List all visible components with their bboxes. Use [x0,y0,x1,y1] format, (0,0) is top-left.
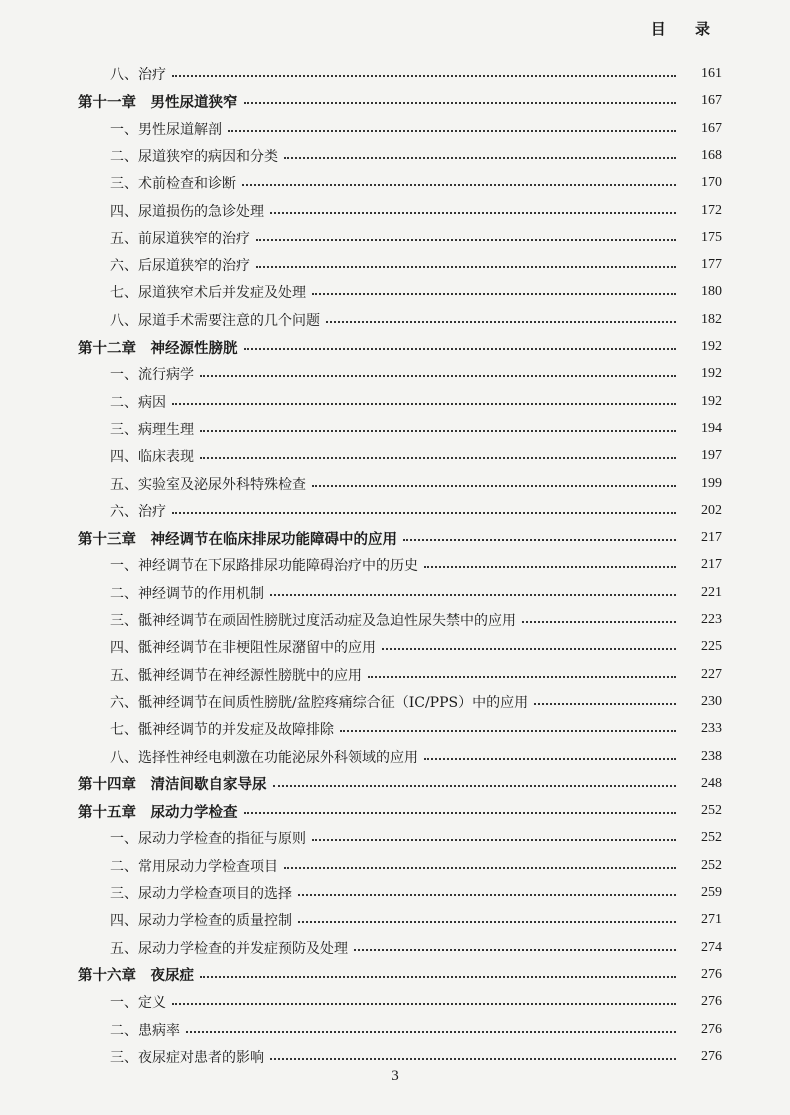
toc-section-entry[interactable] [0,745,790,769]
dot-leader [273,785,677,787]
toc-section-entry[interactable] [0,171,790,195]
toc-entry-page: 248 [701,775,722,791]
toc-chapter-entry[interactable] [0,89,790,113]
toc-section-entry[interactable] [0,144,790,168]
toc-entry-page: 233 [701,721,722,737]
toc-entry-title: 二、病因 [110,394,166,411]
dot-leader [270,594,676,596]
dot-leader [284,867,676,869]
toc-entry-page: 227 [701,666,722,682]
dot-leader [298,921,676,923]
toc-section-entry[interactable] [0,444,790,468]
toc-entry-title: 八、治疗 [110,67,166,83]
dot-leader [312,485,676,487]
toc-section-entry[interactable] [0,854,790,878]
toc-entry-title: 三、尿动力学检查项目的选择 [110,886,292,902]
toc-entry-title: 一、流行病学 [110,367,194,384]
toc-section-entry[interactable] [0,362,790,386]
toc-entry-page: 192 [701,339,722,354]
toc-entry-page: 252 [701,857,722,873]
toc-entry-title: 四、临床表现 [110,449,194,466]
dot-leader [172,512,676,514]
toc-entry-page: 252 [701,830,722,846]
dot-leader [244,348,677,350]
toc-entry-title: 第十一章 男性尿道狭窄 [78,94,238,111]
dot-leader [534,703,676,705]
toc-entry-title: 四、尿道损伤的急诊处理 [110,203,264,220]
dot-leader [522,621,676,623]
toc-entry-title: 四、骶神经调节在非梗阻性尿潴留中的应用 [110,640,376,657]
toc-chapter-entry[interactable] [0,335,790,359]
toc-section-entry[interactable] [0,663,790,687]
toc-entry-page: 259 [701,885,722,900]
dot-leader [298,894,676,896]
dot-leader [354,949,676,951]
dot-leader [172,403,676,405]
toc-section-entry[interactable] [0,635,790,659]
page-header-title: 目 录 [650,20,722,38]
toc-entry-page: 276 [701,1021,722,1037]
toc-entry-title: 七、尿道狭窄术后并发症及处理 [110,285,306,302]
toc-entry-page: 167 [701,93,722,109]
toc-section-entry[interactable] [0,908,790,932]
toc-entry-title: 第十二章 神经源性膀胱 [78,340,238,357]
toc-section-entry[interactable] [0,253,790,277]
toc-entry-page: 274 [701,939,722,955]
toc-entry-title: 三、病理生理 [110,421,194,438]
toc-section-entry[interactable] [0,717,790,741]
toc-entry-page: 276 [701,1048,722,1064]
dot-leader [244,812,677,814]
toc-entry-page: 182 [701,311,722,327]
dot-leader [172,1003,676,1005]
dot-leader [368,676,676,678]
toc-entry-title: 五、骶神经调节在神经源性膀胱中的应用 [110,667,362,684]
toc-entry-page: 180 [701,284,722,300]
toc-section-entry[interactable] [0,826,790,850]
dot-leader [172,75,676,77]
dot-leader [340,730,676,732]
toc-entry-page: 177 [701,257,722,273]
toc-entry-page: 230 [701,693,722,709]
dot-leader [200,375,676,377]
toc-entry-title: 八、尿道手术需要注意的几个问题 [110,312,320,329]
toc-chapter-entry[interactable] [0,526,790,550]
dot-leader [244,102,677,104]
toc-entry-title: 五、前尿道狭窄的治疗 [110,230,250,247]
toc-entry-title: 四、尿动力学检查的质量控制 [110,913,292,930]
toc-entry-page: 192 [701,393,722,409]
dot-leader [326,321,676,323]
toc-entry-title: 第十六章 夜尿症 [78,968,194,985]
toc-entry-page: 199 [701,475,722,491]
toc-entry-title: 三、夜尿症对患者的影响 [110,1049,264,1066]
dot-leader [200,457,676,459]
toc-entry-page: 223 [701,612,722,627]
toc-section-entry[interactable] [0,1018,790,1042]
toc-section-entry[interactable] [0,226,790,250]
toc-section-entry[interactable] [0,472,790,496]
toc-section-entry[interactable] [0,581,790,605]
toc-entry-title: 第十三章 神经调节在临床排尿功能障碍中的应用 [78,531,397,548]
toc-section-entry[interactable] [0,499,790,523]
toc-entry-title: 三、骶神经调节在顽固性膀胱过度活动症及急迫性尿失禁中的应用 [110,613,516,629]
toc-entry-title: 八、选择性神经电刺激在功能泌尿外科领域的应用 [110,749,418,766]
dot-leader [228,130,676,132]
toc-entry-title: 一、定义 [110,995,166,1012]
toc-entry-title: 一、男性尿道解剖 [110,121,222,138]
toc-section-entry[interactable] [0,417,790,441]
dot-leader [256,266,676,268]
toc-section-entry[interactable] [0,608,790,632]
toc-entry-page: 192 [701,366,722,382]
toc-section-entry[interactable] [0,390,790,414]
toc-section-entry[interactable] [0,1045,790,1069]
toc-entry-title: 六、后尿道狭窄的治疗 [110,258,250,275]
toc-entry-title: 一、神经调节在下尿路排尿功能障碍治疗中的历史 [110,558,418,575]
toc-entry-title: 二、神经调节的作用机制 [110,585,264,602]
toc-section-entry[interactable] [0,199,790,223]
page-number: 3 [391,1068,399,1084]
dot-leader [242,184,676,186]
toc-entry-page: 202 [701,502,722,518]
toc-chapter-entry[interactable] [0,799,790,823]
dot-leader [270,1058,676,1060]
toc-entry-page: 172 [701,202,722,218]
toc-entry-page: 170 [701,175,722,191]
toc-entry-page: 271 [701,912,722,928]
toc-entry-title: 二、患病率 [110,1022,180,1039]
toc-section-entry[interactable] [0,280,790,304]
toc-entry-page: 168 [701,147,722,163]
toc-section-entry[interactable] [0,62,790,86]
toc-entry-page: 238 [701,748,722,764]
toc-entry-title: 三、术前检查和诊断 [110,176,236,193]
dot-leader [312,293,676,295]
dot-leader [200,430,676,432]
toc-entry-page: 217 [701,530,722,546]
dot-leader [424,566,676,568]
toc-section-entry[interactable] [0,990,790,1014]
dot-leader [186,1031,676,1033]
toc-entry-title: 七、骶神经调节的并发症及故障排除 [110,722,334,739]
toc-section-entry[interactable] [0,690,790,714]
toc-entry-page: 276 [701,966,722,982]
toc-entry-title: 第十四章 清洁间歇自家导尿 [78,777,267,794]
toc-chapter-entry[interactable] [0,963,790,987]
toc-entry-title: 五、尿动力学检查的并发症预防及处理 [110,940,348,957]
toc-section-entry[interactable] [0,881,790,905]
dot-leader [424,758,676,760]
toc-entry-page: 225 [701,639,722,655]
toc-entry-page: 197 [701,448,722,464]
toc-entry-title: 五、实验室及泌尿外科特殊检查 [110,476,306,493]
dot-leader [382,648,676,650]
toc-entry-title: 二、尿道狭窄的病因和分类 [110,148,278,165]
dot-leader [403,539,676,541]
dot-leader [284,157,676,159]
toc-entry-page: 252 [701,803,722,819]
toc-chapter-entry[interactable] [0,772,790,796]
toc-entry-page: 221 [701,584,722,600]
dot-leader [200,976,676,978]
toc-section-entry[interactable] [0,936,790,960]
dot-leader [312,839,676,841]
dot-leader [256,239,676,241]
toc-entry-title: 一、尿动力学检查的指征与原则 [110,831,306,848]
toc-entry-page: 217 [701,557,722,573]
toc-entry-page: 194 [701,420,722,436]
toc-entry-title: 六、骶神经调节在间质性膀胱/盆腔疼痛综合征（IC/PPS）中的应用 [110,694,529,711]
toc-entry-title: 六、治疗 [110,503,166,520]
toc-entry-page: 175 [701,229,722,245]
toc-entry-title: 第十五章 尿动力学检查 [78,804,238,821]
dot-leader [270,212,676,214]
toc-entry-title: 二、常用尿动力学检查项目 [110,858,278,875]
toc-section-entry[interactable] [0,553,790,577]
toc-entry-page: 276 [701,994,722,1010]
toc-entry-page: 161 [701,66,722,81]
toc-section-entry[interactable] [0,117,790,141]
toc-entry-page: 167 [701,120,722,136]
toc-section-entry[interactable] [0,308,790,332]
